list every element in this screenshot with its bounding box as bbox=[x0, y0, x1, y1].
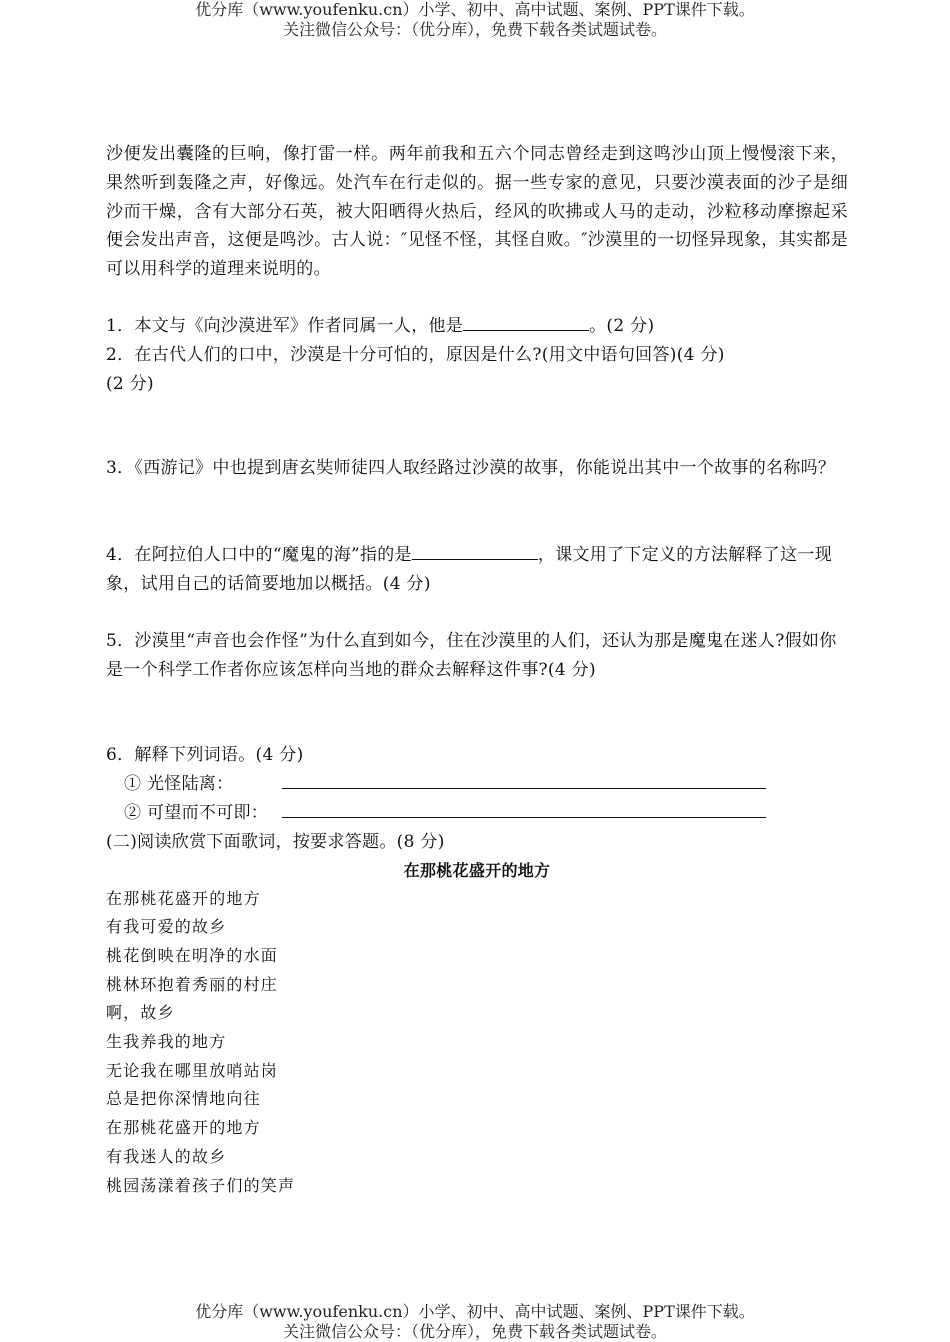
section-2-heading: (二)阅读欣赏下面歌词，按要求答题。(8 分) bbox=[106, 831, 445, 852]
page-header bbox=[0, 0, 950, 40]
footer-line-1: 优分库（www.youfenku.cn）小学、初中、高中试题、案例、PPT课件下载。 bbox=[195, 1302, 755, 1321]
poem-line: 生我养我的地方 bbox=[106, 1032, 227, 1052]
question-4-rest: ，课文用了下定义的方法解释了这一现象，试用自己的话简要地加以概括。(4 分) bbox=[106, 545, 833, 594]
question-4-text: 4．在阿拉伯人口中的“魔鬼的海”指的是 bbox=[106, 545, 412, 566]
poem-title: 在那桃花盛开的地方 bbox=[403, 860, 551, 880]
poem-line: 有我可爱的故乡 bbox=[106, 917, 227, 937]
question-3: 3．《西游记》中也提到唐玄奘师徒四人取经路过沙漠的故事，你能说出其中一个故事的名称吗？ bbox=[106, 458, 836, 479]
header-line-1: 优分库（www.youfenku.cn）小学、初中、高中试题、案例、PPT课件下载。 bbox=[195, 0, 755, 19]
answer-blank-4[interactable] bbox=[412, 541, 538, 560]
poem-line: 在那桃花盛开的地方 bbox=[106, 1118, 261, 1138]
document-body bbox=[106, 140, 848, 1200]
passage-text: 沙便发出囊隆的巨响，像打雷一样。两年前我和五六个同志曾经走到这鸣沙山顶上慢慢滚下来，果然听到轰隆之声，好像远。处汽车在行走似的。据一些专家的意见，只要沙漠表面的沙子是细沙而干燥，含有大部分石英，被大阳晒得火热后，经风的吹拂或人马的走动，沙粒移动摩擦起采便会发出声音，这便是鸣沙。古人说：″见怪不怪，其怪自败。″沙漠里的一切怪异现象，其实都是可以用科学的道理来说明的。 bbox=[106, 144, 848, 280]
definition-row-2 bbox=[106, 799, 848, 828]
definition-blank-2[interactable] bbox=[282, 799, 766, 818]
question-1-score: 。(2 分) bbox=[589, 315, 655, 336]
definition-row-1 bbox=[106, 770, 848, 799]
footer-line-2: 关注微信公众号：（优分库），免费下载各类试题试卷。 bbox=[282, 1322, 667, 1341]
question-2: 2．在古代人们的口中，沙漠是十分可怕的，原因是什么?(用文中语句回答)(4 分) bbox=[106, 344, 725, 365]
poem-line: 桃园荡漾着孩子们的笑声 bbox=[106, 1175, 296, 1195]
poem-line: 总是把你深情地向往 bbox=[106, 1089, 261, 1109]
question-5: 5．沙漠里“声音也会作怪”为什么直到如今，住在沙漠里的人们，还认为那是魔鬼在迷人?假如你是一个科学工作者你应该怎样向当地的群众去解释这件事?(4 分) bbox=[106, 630, 837, 680]
term-2-label: ② 可望而不可即： bbox=[124, 802, 269, 823]
question-4 bbox=[106, 541, 848, 599]
poem-lines bbox=[106, 885, 848, 1201]
poem-line: 桃林环抱着秀丽的村庄 bbox=[106, 974, 279, 994]
poem-line: 啊，故乡 bbox=[106, 1003, 175, 1023]
poem-line: 有我迷人的故乡 bbox=[106, 1146, 227, 1166]
poem-line: 在那桃花盛开的地方 bbox=[106, 888, 261, 908]
question-2-extra: (2 分) bbox=[106, 373, 154, 394]
poem-line: 无论我在哪里放哨站岗 bbox=[106, 1060, 279, 1080]
question-1 bbox=[106, 312, 848, 341]
question-6: 6．解释下列词语。(4 分) bbox=[106, 745, 304, 766]
term-1-label: ① 光怪陆离： bbox=[124, 774, 234, 795]
definition-blank-1[interactable] bbox=[282, 770, 766, 789]
answer-blank-1[interactable] bbox=[463, 312, 589, 331]
page-footer bbox=[0, 1302, 950, 1342]
header-line-2: 关注微信公众号：（优分库），免费下载各类试题试卷。 bbox=[282, 20, 667, 39]
question-1-text: 1．本文与《向沙漠进军》作者同属一人，他是 bbox=[106, 315, 464, 336]
poem-line: 桃花倒映在明净的水面 bbox=[106, 945, 279, 965]
